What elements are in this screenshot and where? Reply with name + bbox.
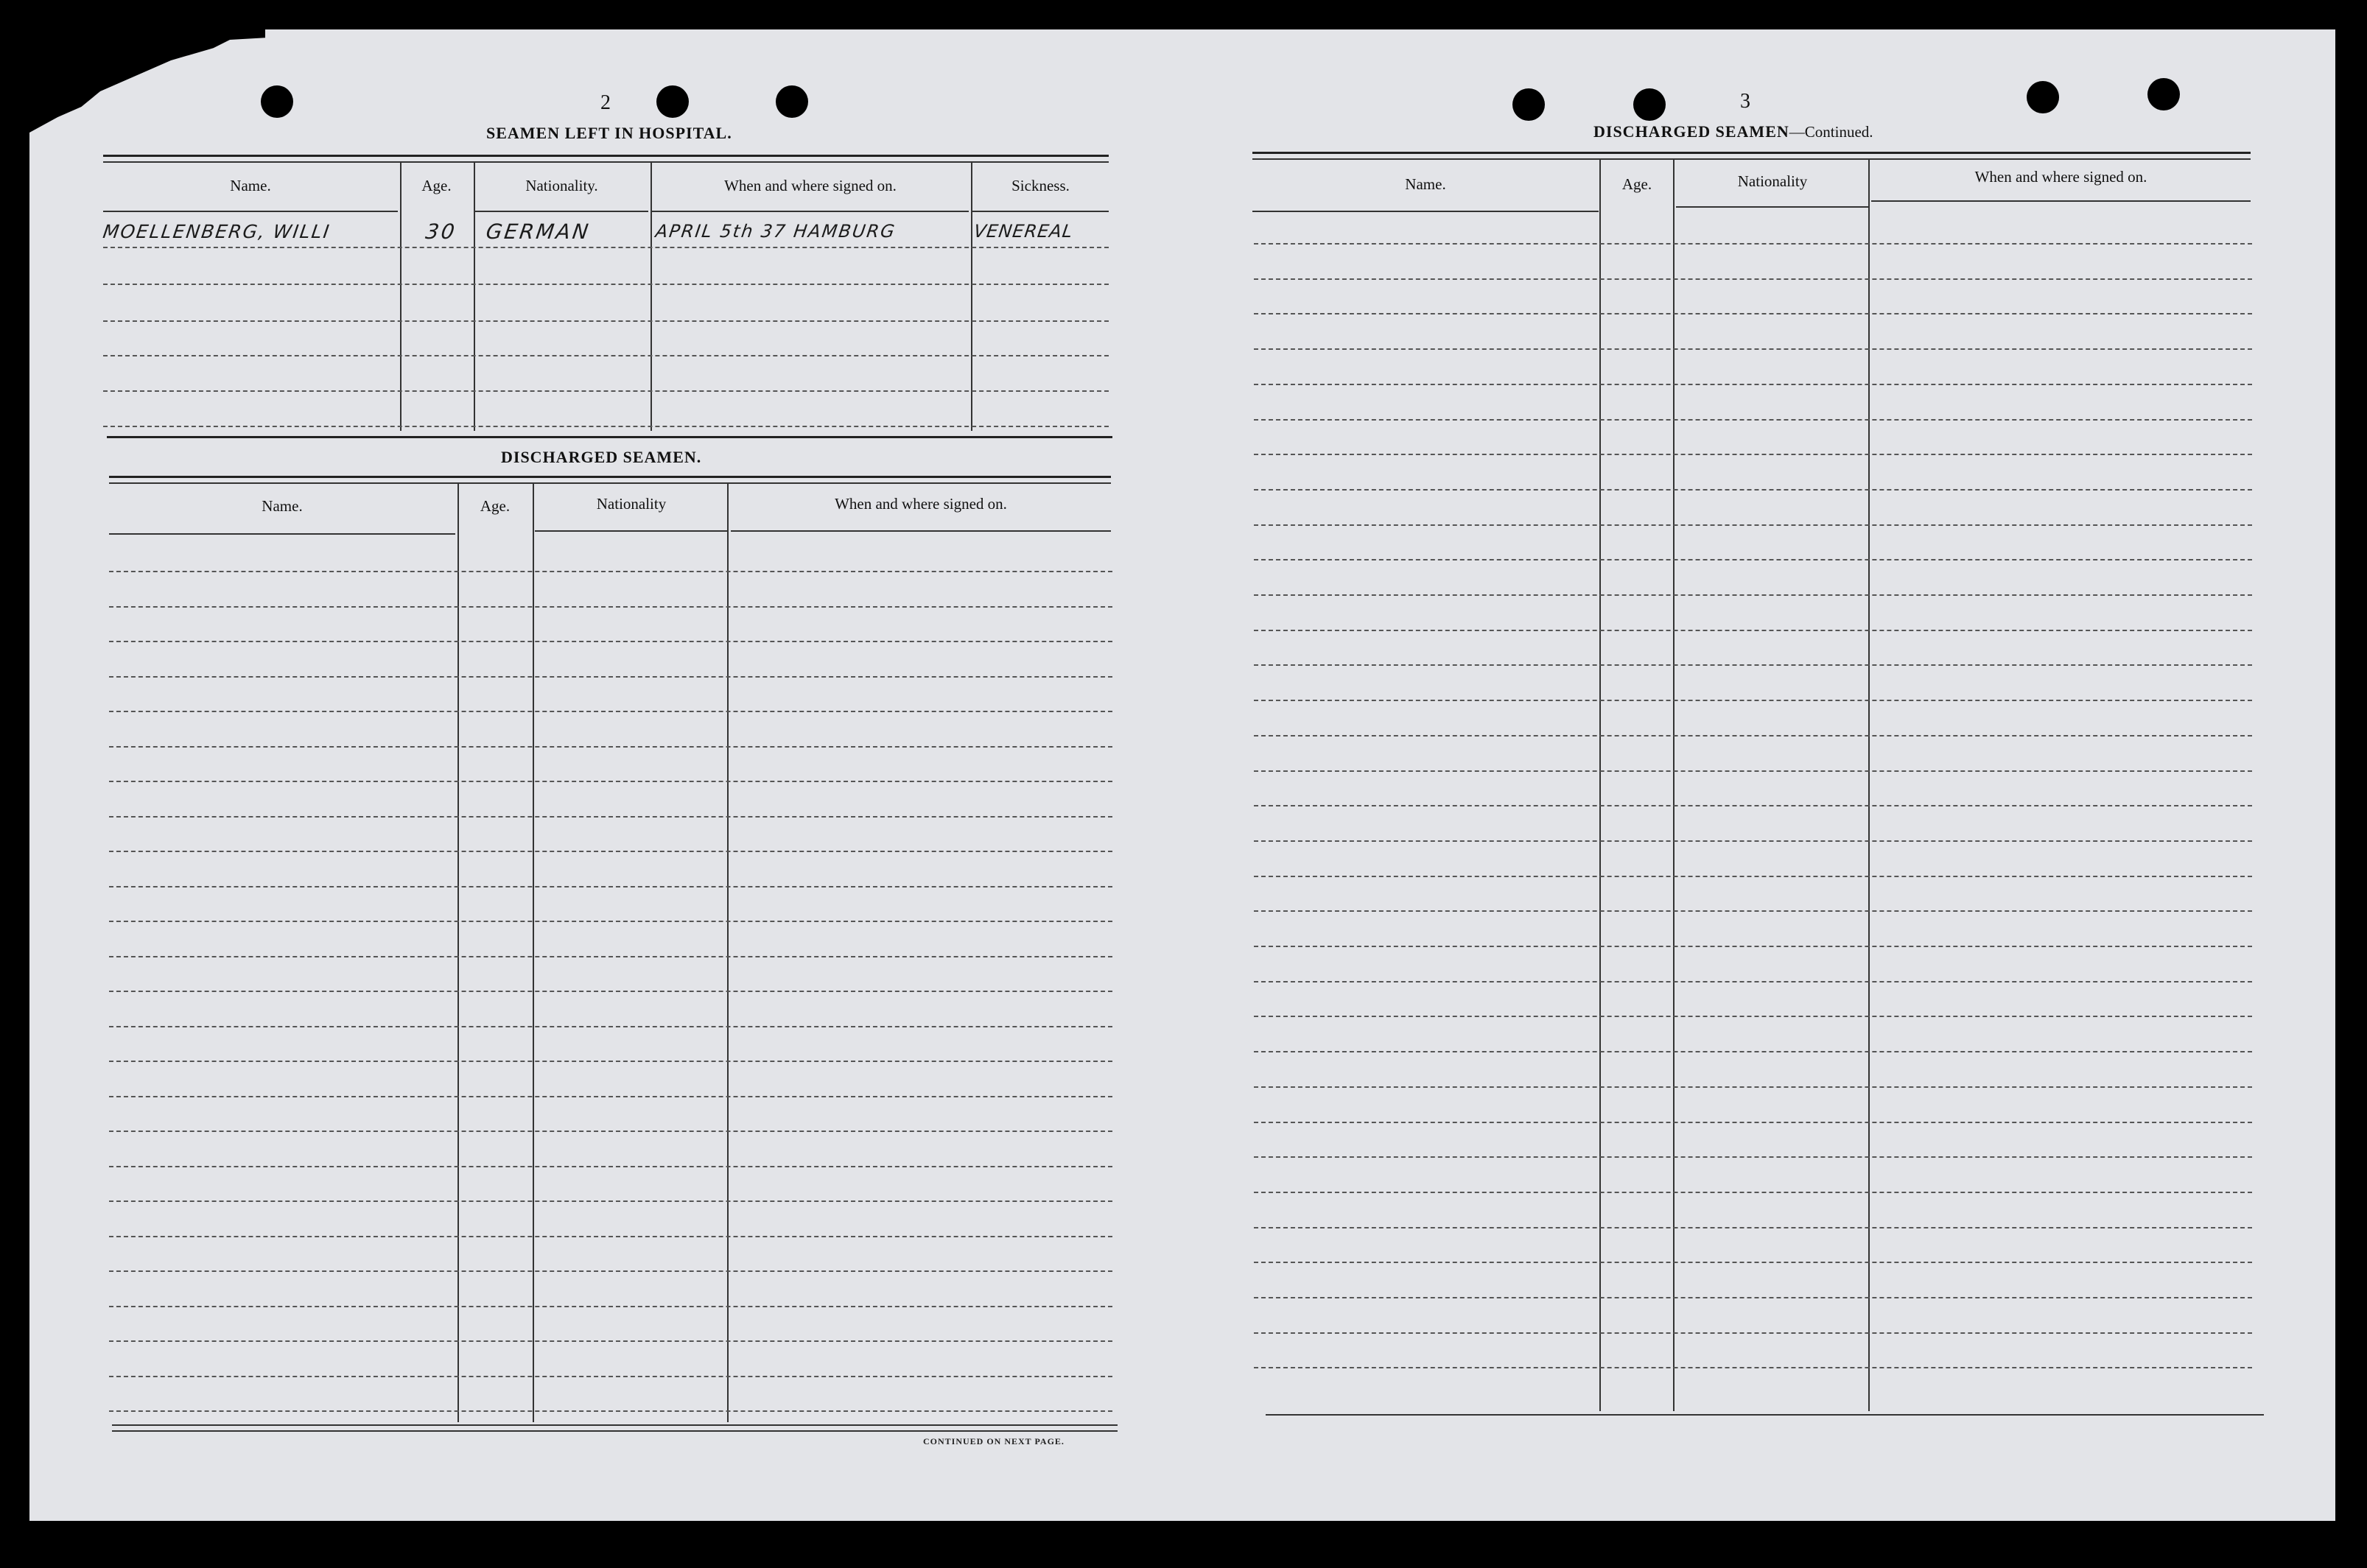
col-header-age: Age. [480, 497, 511, 515]
table-bottom-rule [112, 1424, 1118, 1426]
entry-sickness: VENEREAL [972, 221, 1075, 242]
col-header-sickness: Sickness. [1011, 177, 1070, 194]
table-row-line [103, 355, 1109, 356]
table-row-line [109, 1270, 1112, 1272]
table-row-line [1254, 243, 2252, 245]
table-row-line [109, 1061, 1112, 1062]
section-separator [107, 436, 1112, 438]
column-divider [1599, 159, 1601, 1411]
punch-hole [2147, 78, 2180, 110]
table-row-line [1254, 1192, 2252, 1193]
table-row-line [1254, 384, 2252, 385]
table-row-line [1254, 664, 2252, 666]
header-underline [1871, 200, 2251, 202]
col-header-signed-on: When and where signed on. [835, 495, 1007, 513]
entry-age: 30 [424, 219, 458, 244]
column-divider [1673, 159, 1675, 1411]
header-underline [109, 533, 455, 535]
right-title-main: DISCHARGED SEAMEN [1593, 122, 1789, 141]
table-row-line [103, 320, 1109, 322]
header-underline [535, 530, 728, 532]
table-row-line [1254, 594, 2252, 596]
table-row-line [109, 851, 1112, 852]
table-row-line [1254, 1332, 2252, 1334]
table-row-line [109, 921, 1112, 922]
punch-hole [656, 85, 689, 118]
table-row-line [109, 571, 1112, 572]
col-header-name: Name. [230, 177, 271, 194]
table-row-line [109, 1166, 1112, 1167]
col-header-signed-on: When and where signed on. [1974, 168, 2147, 186]
table-row-line [1254, 630, 2252, 631]
table-row-line [109, 1410, 1112, 1412]
table-rule [109, 476, 1111, 478]
col-header-signed-on: When and where signed on. [724, 177, 897, 194]
table-row-line [1254, 419, 2252, 421]
punch-hole [2027, 81, 2059, 113]
table-row-line [1254, 1262, 2252, 1263]
col-header-age: Age. [421, 177, 452, 194]
col-header-name: Name. [1405, 175, 1446, 193]
table-row-line [109, 1200, 1112, 1202]
header-underline [1676, 206, 1869, 208]
header-underline [652, 211, 969, 212]
table-bottom-rule [112, 1430, 1118, 1432]
column-divider [457, 483, 459, 1422]
table-row-line [1254, 981, 2252, 982]
col-header-name: Name. [262, 497, 303, 515]
column-divider [727, 483, 729, 1422]
table-row-line [1254, 1156, 2252, 1158]
punch-hole [776, 85, 808, 118]
table-row-line [109, 886, 1112, 887]
table-rule [103, 161, 1109, 163]
table-row-line [109, 1306, 1112, 1307]
table-row-line [1254, 454, 2252, 455]
hospital-section-title: SEAMEN LEFT IN HOSPITAL. [486, 124, 732, 142]
table-row-line [109, 1096, 1112, 1097]
table-row-line [109, 746, 1112, 748]
table-rule [103, 155, 1109, 157]
right-title-suffix: —Continued. [1789, 123, 1873, 141]
table-row-line [1254, 770, 2252, 772]
table-row-line [1254, 1016, 2252, 1017]
col-header-age: Age. [1621, 175, 1652, 193]
header-underline [475, 211, 648, 212]
table-row-line [109, 1131, 1112, 1132]
table-row-line [109, 711, 1112, 712]
table-row-line [1254, 1086, 2252, 1088]
table-row-line [103, 426, 1109, 427]
table-rule [109, 482, 1111, 484]
table-row-line [1254, 1051, 2252, 1052]
table-row-line [1254, 278, 2252, 280]
discharged-section-title: DISCHARGED SEAMEN. [501, 448, 702, 466]
table-row-line [109, 606, 1112, 608]
table-row-line [109, 781, 1112, 782]
col-header-nationality: Nationality [596, 495, 667, 513]
continued-footer: CONTINUED ON NEXT PAGE. [923, 1436, 1065, 1446]
table-row-line [109, 676, 1112, 678]
table-row-line [1254, 489, 2252, 491]
table-row-line [1254, 876, 2252, 877]
table-row-line [1254, 1122, 2252, 1123]
table-row-line [103, 284, 1109, 285]
table-row-line [1254, 700, 2252, 701]
column-divider [1868, 159, 1870, 1411]
table-row-line [109, 1376, 1112, 1377]
table-row-line [1254, 910, 2252, 912]
page-number-left: 2 [600, 91, 611, 114]
table-row-line [109, 991, 1112, 992]
table-row-line [1254, 1367, 2252, 1368]
table-row-line [109, 641, 1112, 642]
punch-hole [1633, 88, 1666, 121]
table-row-line [109, 816, 1112, 818]
header-underline [972, 211, 1109, 212]
entry-name: MOELLENBERG, WILLI [101, 221, 332, 242]
header-underline [1252, 211, 1599, 212]
col-header-nationality: Nationality [1737, 172, 1808, 190]
punch-hole [261, 85, 293, 118]
right-section-title [1593, 122, 1873, 141]
table-row-line [1254, 946, 2252, 947]
table-rule [1252, 152, 2251, 154]
table-row-line [1254, 524, 2252, 526]
table-row-line [109, 1026, 1112, 1027]
entry-signed-on: APRIL 5th 37 HAMBURG [654, 221, 897, 242]
table-row-line [1254, 348, 2252, 350]
table-row-line [1254, 559, 2252, 560]
col-header-nationality: Nationality. [525, 177, 598, 194]
punch-hole [1512, 88, 1545, 121]
header-underline [103, 211, 398, 212]
table-row-line [1254, 735, 2252, 736]
header-underline [731, 530, 1111, 532]
table-row-line [109, 1340, 1112, 1342]
table-bottom-rule [1266, 1414, 2264, 1416]
entry-nationality: GERMAN [484, 219, 592, 244]
table-row-line [1254, 313, 2252, 314]
column-divider [533, 483, 534, 1422]
table-rule [1252, 158, 2251, 160]
table-row-line [1254, 805, 2252, 806]
table-row-line [1254, 1227, 2252, 1228]
page-number-right: 3 [1740, 90, 1750, 113]
table-row-line [1254, 840, 2252, 842]
table-row-line [103, 247, 1109, 248]
table-row-line [103, 390, 1109, 392]
table-row-line [109, 1236, 1112, 1237]
table-row-line [1254, 1297, 2252, 1298]
table-row-line [109, 956, 1112, 957]
